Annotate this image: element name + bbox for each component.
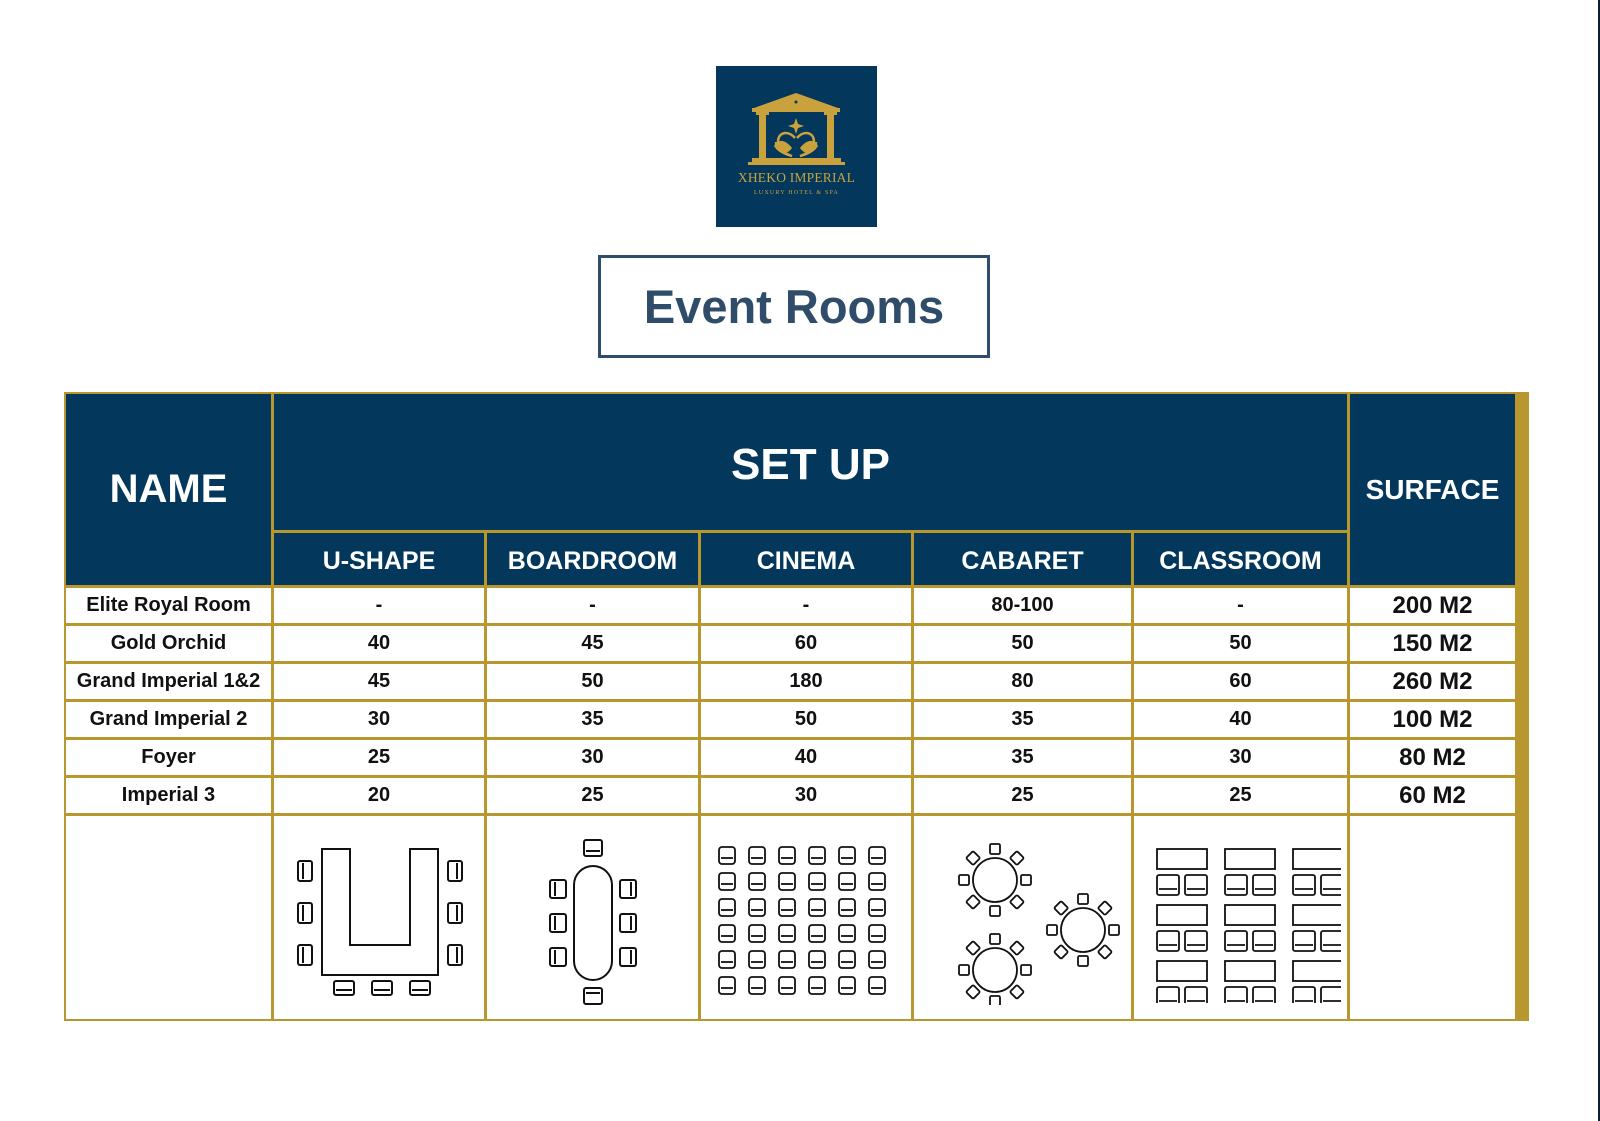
classroom-capacity: 30 (1134, 740, 1347, 775)
event-rooms-table (64, 392, 1529, 1021)
boardroom-capacity: 25 (487, 778, 698, 813)
page-title-box (598, 255, 990, 358)
cinema-capacity: 50 (701, 702, 911, 737)
cabaret-diagram (914, 816, 1131, 1019)
header-setup: SET UP (274, 394, 1347, 530)
classroom-capacity: - (1134, 588, 1347, 623)
room-surface: 150 M2 (1350, 626, 1515, 661)
classroom-capacity: 60 (1134, 664, 1347, 699)
diagram-row-surface-empty (1350, 816, 1515, 1019)
header-surface: SURFACE (1350, 394, 1515, 585)
cinema-capacity: 30 (701, 778, 911, 813)
classroom-capacity: 50 (1134, 626, 1347, 661)
cinema-capacity: - (701, 588, 911, 623)
cinema-capacity: 60 (701, 626, 911, 661)
boardroom-capacity: - (487, 588, 698, 623)
cabaret-capacity: 50 (914, 626, 1131, 661)
boardroom-capacity: 45 (487, 626, 698, 661)
u-shape-capacity: 40 (274, 626, 484, 661)
cabaret-capacity: 80 (914, 664, 1131, 699)
header-cinema: CINEMA (701, 533, 911, 585)
room-name: Grand Imperial 2 (66, 702, 271, 737)
cinema-capacity: 40 (701, 740, 911, 775)
cabaret-capacity: 25 (914, 778, 1131, 813)
boardroom-capacity: 50 (487, 664, 698, 699)
u-shape-diagram (274, 816, 484, 1019)
page-title: Event Rooms (643, 280, 945, 333)
room-surface: 60 M2 (1350, 778, 1515, 813)
u-shape-capacity: 20 (274, 778, 484, 813)
temple-swans-icon (716, 66, 877, 227)
room-surface: 200 M2 (1350, 588, 1515, 623)
u-shape-layout-icon (284, 833, 474, 1003)
hotel-logo (716, 66, 877, 227)
cabaret-capacity: 35 (914, 702, 1131, 737)
classroom-capacity: 25 (1134, 778, 1347, 813)
room-name: Elite Royal Room (66, 588, 271, 623)
header-name: NAME (66, 394, 271, 585)
u-shape-capacity: - (274, 588, 484, 623)
boardroom-diagram (487, 816, 698, 1019)
cinema-capacity: 180 (701, 664, 911, 699)
header-cabaret: CABARET (914, 533, 1131, 585)
room-name: Foyer (66, 740, 271, 775)
classroom-capacity: 40 (1134, 702, 1347, 737)
cabaret-layout-icon (923, 830, 1123, 1005)
header-boardroom: BOARDROOM (487, 533, 698, 585)
header-classroom: CLASSROOM (1134, 533, 1347, 585)
classroom-layout-icon (1141, 833, 1341, 1003)
logo-brand-name: XHEKO IMPERIAL (737, 170, 856, 185)
room-surface: 100 M2 (1350, 702, 1515, 737)
boardroom-capacity: 30 (487, 740, 698, 775)
room-surface: 260 M2 (1350, 664, 1515, 699)
classroom-diagram (1134, 816, 1347, 1019)
u-shape-capacity: 30 (274, 702, 484, 737)
cabaret-capacity: 80-100 (914, 588, 1131, 623)
logo-tagline: LUXURY HOTEL & SPA (753, 190, 840, 196)
u-shape-capacity: 45 (274, 664, 484, 699)
boardroom-capacity: 35 (487, 702, 698, 737)
cabaret-capacity: 35 (914, 740, 1131, 775)
room-name: Gold Orchid (66, 626, 271, 661)
cinema-diagram (701, 816, 911, 1019)
room-surface: 80 M2 (1350, 740, 1515, 775)
u-shape-capacity: 25 (274, 740, 484, 775)
room-name: Grand Imperial 1&2 (66, 664, 271, 699)
diagram-row-label-empty (66, 816, 271, 1019)
cinema-layout-icon (711, 833, 901, 1003)
header-u-shape: U-SHAPE (274, 533, 484, 585)
room-name: Imperial 3 (66, 778, 271, 813)
boardroom-layout-icon (498, 828, 688, 1008)
